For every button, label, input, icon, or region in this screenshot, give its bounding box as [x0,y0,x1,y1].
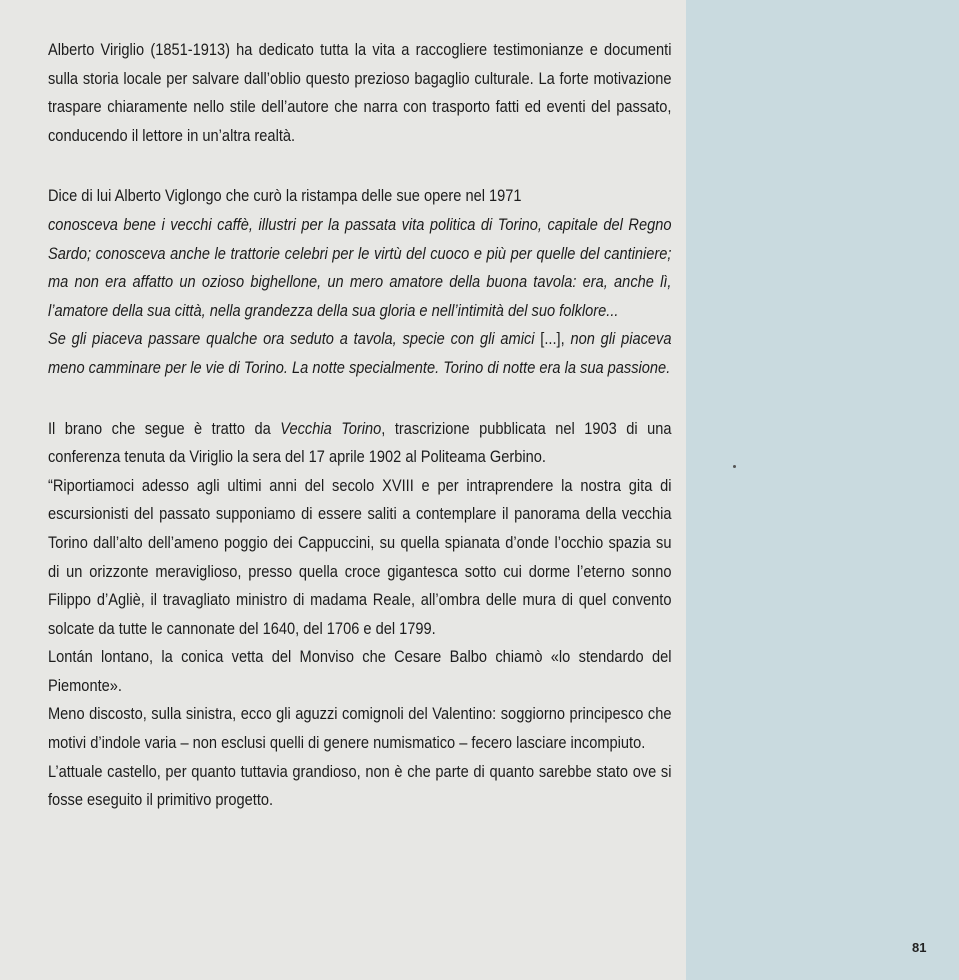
paragraph-excerpt-3: Meno discosto, sulla sinistra, ecco gli aguzzi comignoli del Valentino: soggiorno principesco che motivi d’indole varia – non esclusi quelli di genere numismatico – fecero lasciare incompiuto. [48,704,672,753]
sidebar-band [686,0,959,980]
speck-mark [733,465,736,468]
paragraph-viglongo [48,182,672,382]
viglongo-ellipsis: [...], [534,329,571,349]
paragraph-source [48,415,672,472]
body-text [48,36,672,815]
viglongo-quote-2: Se gli piaceva passare qualche ora seduto a tavola, specie con gli amici [48,329,535,349]
viglongo-quote-1: conosceva bene i vecchi caffè, illustri per la passata vita politica di Torino, capitale del Regno Sardo; conosceva anche le trattorie celebri per le virtù del cuoco e più per quelle del cantiniere; ma non era affatto un ozioso bighellone, un mero amatore della buona tavola: era, anche lì, l’amatore della sua città, nella grandezza della sua gloria e nell’intimità del suo folklore... [48,214,672,320]
viglongo-intro: Dice di lui Alberto Viglongo che curò la ristampa delle sue opere nel 1971 [48,186,522,206]
viglongo-quote-3: non gli piaceva meno camminare per le vie di Torino. La notte specialmente. Torino di notte era la sua passione. [48,329,672,377]
source-text-b: , trascrizione pubblicata nel 1903 di una conferenza tenuta da Viriglio la sera del 17 aprile 1902 al Politeama Gerbino. [48,418,672,467]
source-title: Vecchia Torino [280,418,382,438]
source-text-a: Il brano che segue è tratto da [48,418,281,438]
paragraph-intro: Alberto Viriglio (1851-1913) ha dedicato tutta la vita a raccogliere testimonianze e documenti sulla storia locale per salvare dall’oblio questo prezioso bagaglio culturale. La forte motivazione traspare chiaramente nello stile dell’autore che narra con trasporto fatti ed eventi del passato, conducendo il lettore in un’altra realtà. [48,40,672,145]
paragraph-excerpt-1: “Riportiamoci adesso agli ultimi anni del secolo XVIII e per intraprendere la nostra gita di escursionisti del passato supponiamo di essere saliti a contemplare il panorama della vecchia Torino dall’alto dell’ameno poggio dei Cappuccini, su quella spianata d’onde l’occhio spazia su di un orizzonte meraviglioso, presso quella croce gigantesca sotto cui dorme l’eterno sonno Filippo d’Agliè, il travagliato ministro di madama Reale, all’ombra delle mura di quel convento solcate da tutte le cannonate del 1640, del 1706 e del 1799. [48,475,672,638]
paragraph-excerpt-2: Lontán lontano, la conica vetta del Monviso che Cesare Balbo chiamò «lo stendardo del Piemonte». [48,647,672,695]
paragraph-excerpt-4: L’attuale castello, per quanto tuttavia grandioso, non è che parte di quanto sarebbe stato ove si fosse eseguito il primitivo progetto. [48,761,672,810]
page-number: 81 [912,940,927,955]
